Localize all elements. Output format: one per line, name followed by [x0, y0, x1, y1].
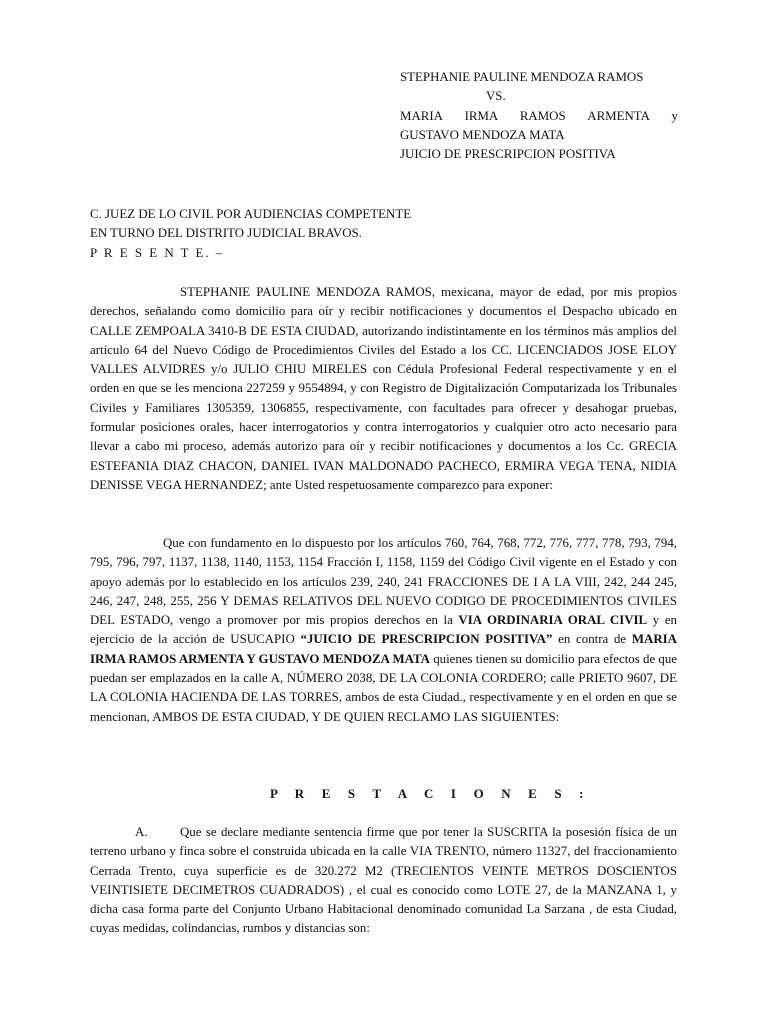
presente-line: P R E S E N T E. – — [90, 245, 225, 260]
item-a-text: Que se declare mediante sentencia firme que por tener la SUSCRITA la posesión física de un terreno urbano y finca sobre el construida ubicada en la calle VIA TRENTO, número 11327, del fraccionamiento Cerrada Trento, cuya superficie es de 320.272 M2 (TRECIENTOS VEINTE METROS DOSCIENTOS VEINTISIETE DECIMETROS CUADRADOS) , el cual es conocido como LOTE 27, de la MANZANA 1, y dicha casa forma parte del Conjunto Urbano Habitacional denominado comunidad La Sarzana , de esta Ciudad, cuyas medidas, colindancias, rumbos y distancias son: — [90, 825, 677, 936]
versus-label: VS. — [486, 89, 506, 104]
facts-text-1: Que con fundamento en lo dispuesto por los artículos 760, 764, 768, 772, 776, 777, 778, 793, 794, 795, 796, 797, 1137, 1138, 1140, 1153, 1154 Fracción I, 1158, 1159 del Código Civil vigente en el Estado y con apoyo además por lo establecido en los artículos 239, 240, 241 FRACCIONES DE I A LA VIII, 242, 244 245, 246, 247, 248, 255, 256 Y DEMAS RELATIVOS DEL NUEVO CODIGO DE PROCEDIMIENTOS CIVILES DEL ESTADO, vengo a promover por mis propios derechos en la — [90, 536, 677, 628]
plaintiff-name: STEPHANIE PAULINE MENDOZA RAMOS — [400, 70, 644, 84]
case-caption — [400, 68, 678, 164]
defendants-line-1: MARIA IRMA RAMOS ARMENTA y — [400, 108, 678, 123]
defendants-line-2: GUSTAVO MENDOZA MATA — [400, 127, 565, 142]
prestaciones-heading: P R E S T A C I O N E S : — [270, 787, 591, 801]
intro-paragraph-block — [90, 283, 677, 495]
facts-paragraph-block — [90, 534, 677, 727]
facts-text-4: quienes tienen su domicilio para efectos de que puedan ser emplazados en la calle A, NÚMERO 2038, DE LA COLONIA CORDERO; calle PRIETO 9607, DE LA COLONIA HACIENDA DE LAS TORRES, ambos de esta Ciudad., respectivamente y en el orden en que se mencionan, AMBOS DE ESTA CIUDAD, Y DE QUIEN RECLAMO LAS SIGUIENTES: — [90, 651, 678, 724]
addressee-line-1: C. JUEZ DE LO CIVIL POR AUDIENCIAS COMPETENTE — [90, 207, 412, 221]
facts-paragraph — [90, 534, 677, 727]
intro-paragraph: STEPHANIE PAULINE MENDOZA RAMOS, mexicana, mayor de edad, por mis propios derechos, señalando como domicilio para oír y recibir notificaciones y documentos el Despacho ubicado en CALLE ZEMPOALA 3410-B DE ESTA CIUDAD, autorizando indistintamente en los términos más amplios del artículo 64 del Nuevo Código de Procedimientos Civiles del Estado a los CC. LICENCIADOS JOSE ELOY VALLES ALVIDRES y/o JULIO CHIU MIRELES con Cédula Profesional Federal respectivamente y en el orden en que se les menciona 227259 y 9554894, y con Registro de Digitalización Computarizada los Tribunales Civiles y Familiares 1305359, 1306855, respectivamente, con facultades para ofrecer y desahogar pruebas, formular posiciones orales, hacer interrogatorios y contra interrogatorios y cualquier otro acto necesario para llevar a cabo mi proceso, además autorizo para oír y recibir notificaciones y documentos a los Cc. GRECIA ESTEFANIA DIAZ CHACON, DANIEL IVAN MALDONADO PACHECO, ERMIRA VEGA TENA, NIDIA DENISSE VEGA HERNANDEZ; ante Usted respetuosamente comparezco para exponer: — [90, 285, 677, 492]
case-type: JUICIO DE PRESCRIPCION POSITIVA — [400, 147, 616, 162]
addressee-block — [90, 205, 490, 263]
facts-text-2: y en ejercicio de la acción de USUCAPIO — [90, 613, 678, 647]
addressee-line-2: EN TURNO DEL DISTRITO JUDICIAL BRAVOS. — [90, 226, 362, 241]
facts-bold-via: VIA ORDINARIA ORAL CIVIL — [458, 613, 648, 628]
item-a-letter: A. — [135, 825, 148, 839]
facts-text-3: en contra de — [552, 632, 632, 647]
item-a-block — [90, 823, 677, 939]
facts-bold-defendants: MARIA IRMA RAMOS ARMENTA Y GUSTAVO MENDOZA MATA — [90, 632, 677, 666]
item-a-paragraph — [90, 823, 677, 939]
facts-bold-juicio: “JUICIO DE PRESCRIPCION POSITIVA” — [300, 632, 553, 647]
